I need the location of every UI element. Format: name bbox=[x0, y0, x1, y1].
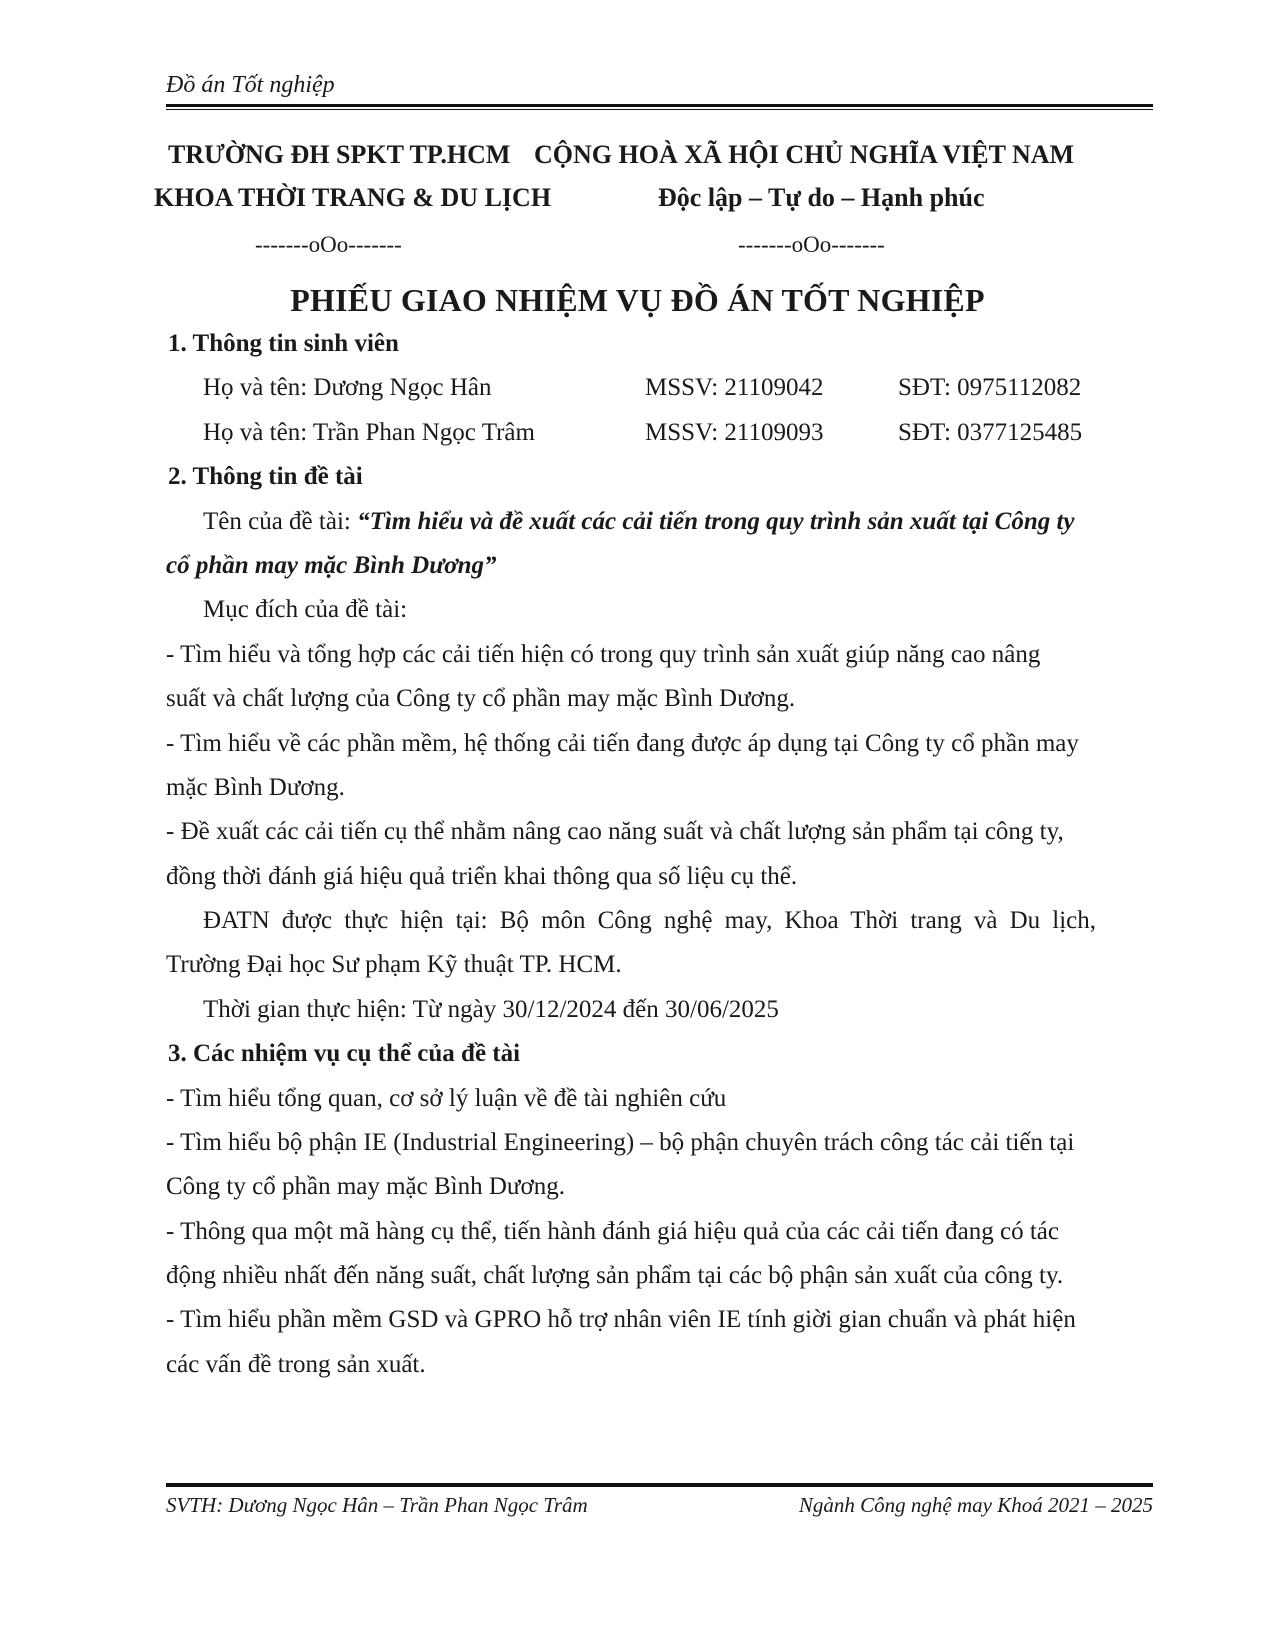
document-title: PHIẾU GIAO NHIỆM VỤ ĐỒ ÁN TỐT NGHIỆP bbox=[290, 282, 985, 318]
student-1-mssv: MSSV: 21109042 bbox=[645, 374, 824, 401]
purpose-line: mặc Bình Dương. bbox=[166, 774, 345, 801]
place-line-1: ĐATN được thực hiện tại: Bộ môn Công nghệ may, Khoa Thời trang và Du lịch, bbox=[203, 907, 1096, 934]
topic-label: Tên của đề tài: bbox=[203, 508, 358, 535]
separator-right: -------oOo------- bbox=[738, 232, 885, 257]
header-rule bbox=[166, 104, 1153, 107]
purpose-line: - Tìm hiểu về các phần mềm, hệ thống cải tiến đang được áp dụng tại Công ty cổ phần may bbox=[166, 730, 1079, 757]
national-motto: Độc lập – Tự do – Hạnh phúc bbox=[658, 183, 985, 212]
purpose-label: Mục đích của đề tài: bbox=[203, 596, 408, 623]
place-line-2: Trường Đại học Sư phạm Kỹ thuật TP. HCM. bbox=[166, 951, 622, 978]
footer-authors: SVTH: Dương Ngọc Hân – Trần Phan Ngọc Trâm bbox=[166, 1493, 588, 1517]
topic-title: “Tìm hiểu và đề xuất các cải tiến trong quy trình sản xuất tại Công ty bbox=[357, 508, 1075, 535]
task-line: - Tìm hiểu tổng quan, cơ sở lý luận về đề tài nghiên cứu bbox=[166, 1085, 727, 1112]
student-1-phone: SĐT: 0975112082 bbox=[898, 374, 1082, 401]
topic-line-2: cổ phần may mặc Bình Dương” bbox=[166, 552, 497, 579]
time-line: Thời gian thực hiện: Từ ngày 30/12/2024 đến 30/06/2025 bbox=[203, 996, 779, 1023]
section-1-heading: 1. Thông tin sinh viên bbox=[168, 330, 399, 357]
school-name: TRƯỜNG ĐH SPKT TP.HCM bbox=[168, 140, 511, 169]
purpose-line: đồng thời đánh giá hiệu quả triển khai thông qua số liệu cụ thể. bbox=[166, 863, 798, 890]
task-line: - Tìm hiểu bộ phận IE (Industrial Engineering) – bộ phận chuyên trách công tác cải tiến tại bbox=[166, 1129, 1075, 1156]
purpose-line: suất và chất lượng của Công ty cổ phần may mặc Bình Dương. bbox=[166, 685, 796, 712]
student-2-name: Họ và tên: Trần Phan Ngọc Trâm bbox=[203, 419, 535, 446]
student-2-mssv: MSSV: 21109093 bbox=[645, 419, 824, 446]
task-line: - Thông qua một mã hàng cụ thể, tiến hành đánh giá hiệu quả của các cải tiến đang có tác bbox=[166, 1218, 1059, 1245]
purpose-line: - Tìm hiểu và tổng hợp các cải tiến hiện có trong quy trình sản xuất giúp năng cao nâng bbox=[166, 641, 1041, 668]
republic-name: CỘNG HOÀ XÃ HỘI CHỦ NGHĨA VIỆT NAM bbox=[534, 140, 1075, 169]
student-1-name: Họ và tên: Dương Ngọc Hân bbox=[203, 374, 492, 401]
task-line: động nhiều nhất đến năng suất, chất lượng sản phẩm tại các bộ phận sản xuất của công ty. bbox=[166, 1262, 1064, 1289]
footer-rule bbox=[166, 1483, 1153, 1487]
running-header-title: Đồ án Tốt nghiệp bbox=[166, 72, 335, 98]
section-2-heading: 2. Thông tin đề tài bbox=[168, 463, 363, 490]
task-line: các vấn đề trong sản xuất. bbox=[166, 1351, 426, 1378]
separator-left: -------oOo------- bbox=[255, 232, 402, 257]
student-2-phone: SĐT: 0377125485 bbox=[898, 419, 1083, 446]
topic-line-1 bbox=[203, 508, 1075, 536]
section-3-heading: 3. Các nhiệm vụ cụ thể của đề tài bbox=[168, 1040, 521, 1067]
footer-major: Ngành Công nghệ may Khoá 2021 – 2025 bbox=[798, 1493, 1153, 1517]
task-line: Công ty cổ phần may mặc Bình Dương. bbox=[166, 1173, 565, 1200]
faculty-name: KHOA THỜI TRANG & DU LỊCH bbox=[154, 183, 552, 212]
task-line: - Tìm hiểu phần mềm GSD và GPRO hỗ trợ nhân viên IE tính giời gian chuẩn và phát hiện bbox=[166, 1306, 1076, 1333]
header-rule-thin bbox=[166, 109, 1153, 110]
purpose-line: - Đề xuất các cải tiến cụ thể nhằm nâng cao năng suất và chất lượng sản phẩm tại công ty, bbox=[166, 818, 1064, 845]
